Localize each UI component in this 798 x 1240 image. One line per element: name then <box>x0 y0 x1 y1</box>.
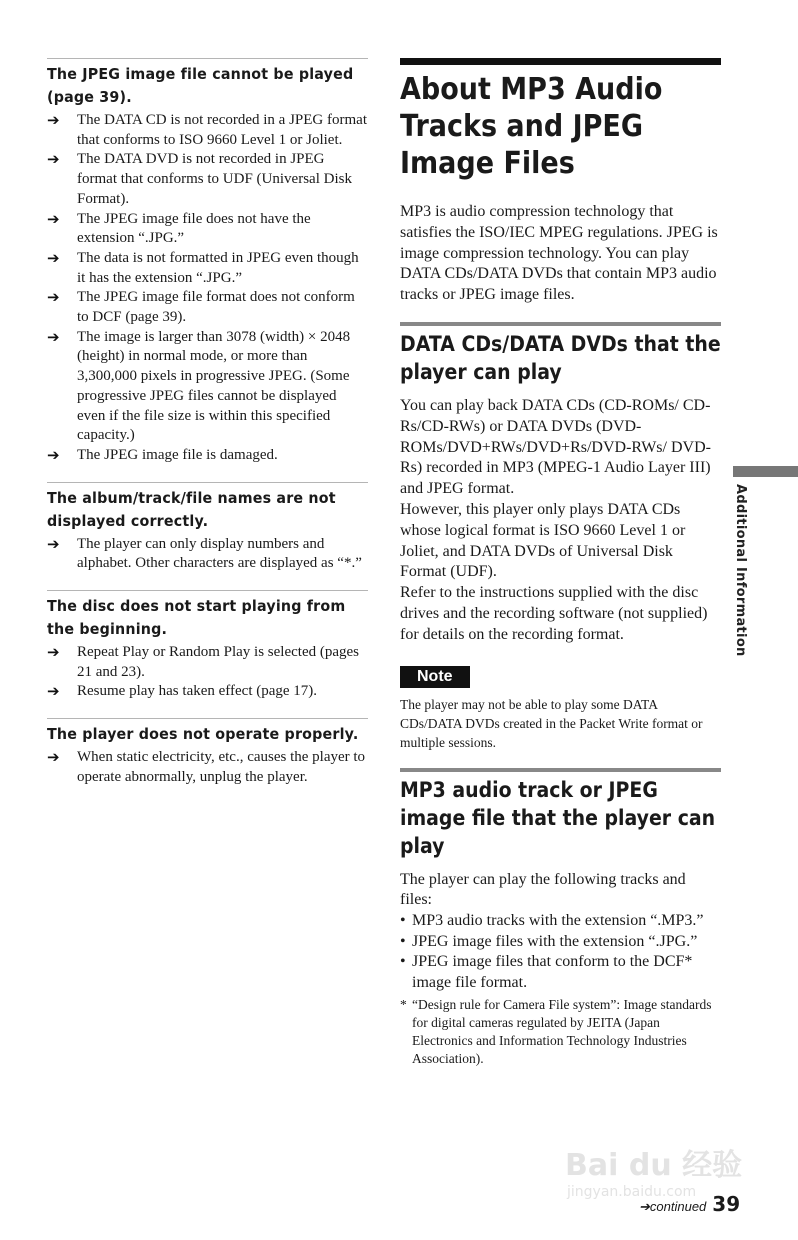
right-column <box>400 58 721 1068</box>
list-item: ➔ Resume play has taken effect (page 17). <box>47 682 318 701</box>
footnote <box>400 996 721 1068</box>
arrow-right-icon: ➔ <box>47 111 60 129</box>
list-item: ➔ The JPEG image file does not have the extension “.JPG.” <box>47 209 311 247</box>
arrow-right-icon: ➔ <box>47 248 60 267</box>
arrow-right-icon: ➔ <box>47 748 60 767</box>
section-heading-playable-files: MP3 audio track or JPEG image file that the player can play <box>400 777 716 858</box>
list-item: ➔ The image is larger than 3078 (width) × 2048 (height) in normal mode, or more than 3,300,000 pixels in progressive JPEG. (Some progressive JPEG files cannot be displayed even if the file size is within this specified capacity.) <box>47 327 351 444</box>
section-heading: The album/track/file names are not displayed correctly. <box>47 488 336 530</box>
section-rule <box>400 768 721 772</box>
section-tab-marker <box>733 466 798 477</box>
page-footer <box>639 1192 740 1216</box>
arrow-right-icon: ➔ <box>47 327 60 346</box>
title-rule <box>400 58 721 65</box>
page-number: 39 <box>712 1192 741 1216</box>
section-heading: The disc does not start playing from the beginning. <box>47 597 346 639</box>
bullet-list <box>400 911 721 993</box>
section-heading-playable-discs: DATA CDs/DATA DVDs that the player can play <box>400 331 721 384</box>
paragraph: The player can play the following tracks and files: <box>400 870 686 909</box>
arrow-right-icon: ➔ <box>47 682 60 701</box>
list-item: • JPEG image files with the extension “.JPG.” <box>400 932 721 953</box>
troubleshoot-section-start <box>47 590 368 702</box>
arrow-right-icon: ➔ <box>47 209 60 228</box>
list-item: ➔ When static electricity, etc., causes the player to operate abnormally, unplug the player. <box>47 748 366 785</box>
arrow-right-icon: ➔ <box>47 150 60 169</box>
troubleshoot-section-operate <box>47 718 368 787</box>
list-item: ➔ The JPEG image file format does not conform to DCF (page 39). <box>47 288 355 326</box>
left-column <box>47 58 368 804</box>
arrow-right-icon: ➔ <box>47 445 60 464</box>
arrow-right-icon: ➔ <box>47 288 60 307</box>
list-item: ➔ The data is not formatted in JPEG even though it has the extension “.JPG.” <box>47 248 359 286</box>
watermark-sub: jingyan.baidu.com <box>567 1184 697 1200</box>
section-heading: The JPEG image file cannot be played (page 39). <box>47 65 354 106</box>
list-item: ➔ The player can only display numbers and alphabet. Other characters are displayed as “*.” <box>47 534 362 572</box>
troubleshoot-section-names <box>47 482 368 574</box>
list-item: ➔ The DATA DVD is not recorded in JPEG format that conforms to UDF (Universal Disk Format). <box>47 150 352 207</box>
section-tab-label: Additional Information <box>733 484 748 657</box>
section-heading: The player does not operate properly. <box>47 725 359 744</box>
paragraph: You can play back DATA CDs (CD-ROMs/ CD-Rs/CD-RWs) or DATA DVDs (DVD-ROMs/DVD+RWs/DVD+Rs/DVD-RWs/ DVD-Rs) recorded in MP3 (MPEG-1 Audio Layer III) and JPEG format. <box>400 396 711 498</box>
list-item: • MP3 audio tracks with the extension “.MP3.” <box>400 911 721 932</box>
footnote-text: “Design rule for Camera File system”: Image standards for digital cameras regulated by JEITA (Japan Electronics and Information Technology Industries Association). <box>412 996 712 1066</box>
footnote-mark: * <box>400 996 407 1012</box>
arrow-right-icon: ➔ <box>47 643 60 662</box>
note-text: The player may not be able to play some DATA CDs/DATA DVDs created in the Packet Write format or multiple sessions. <box>400 696 703 750</box>
section-rule <box>400 322 721 326</box>
paragraph: However, this player only plays DATA CDs whose logical format is ISO 9660 Level 1 or Joliet, and DATA DVDs of Universal Disk Format (UDF). <box>400 500 686 581</box>
list-item: ➔ Repeat Play or Random Play is selected (pages 21 and 23). <box>47 643 360 680</box>
intro-paragraph: MP3 is audio compression technology that satisfies the ISO/IEC MPEG regulations. JPEG is image compression technology. You can play DATA CDs/DATA DVDs that contain MP3 audio tracks or JPEG image files. <box>400 203 718 304</box>
list-item: ➔ The DATA CD is not recorded in a JPEG format that conforms to ISO 9660 Level 1 or Joliet. <box>47 111 367 148</box>
note-label: Note <box>400 666 470 688</box>
list-item: • JPEG image files that conform to the DCF* image file format. <box>400 952 721 993</box>
page-title: About MP3 Audio Tracks and JPEG Image Files <box>400 72 663 181</box>
arrow-right-icon: ➔ <box>47 534 60 553</box>
watermark-main: Bai du 经验 <box>565 1148 743 1183</box>
paragraph: Refer to the instructions supplied with the disc drives and the recording software (not supplied) for details on the recording format. <box>400 584 708 643</box>
list-item: ➔ The JPEG image file is damaged. <box>47 445 278 464</box>
continued-label: ➔continued <box>639 1199 707 1214</box>
troubleshoot-section-jpeg <box>47 58 368 466</box>
arrow-right-icon: ➔ <box>639 1199 650 1214</box>
